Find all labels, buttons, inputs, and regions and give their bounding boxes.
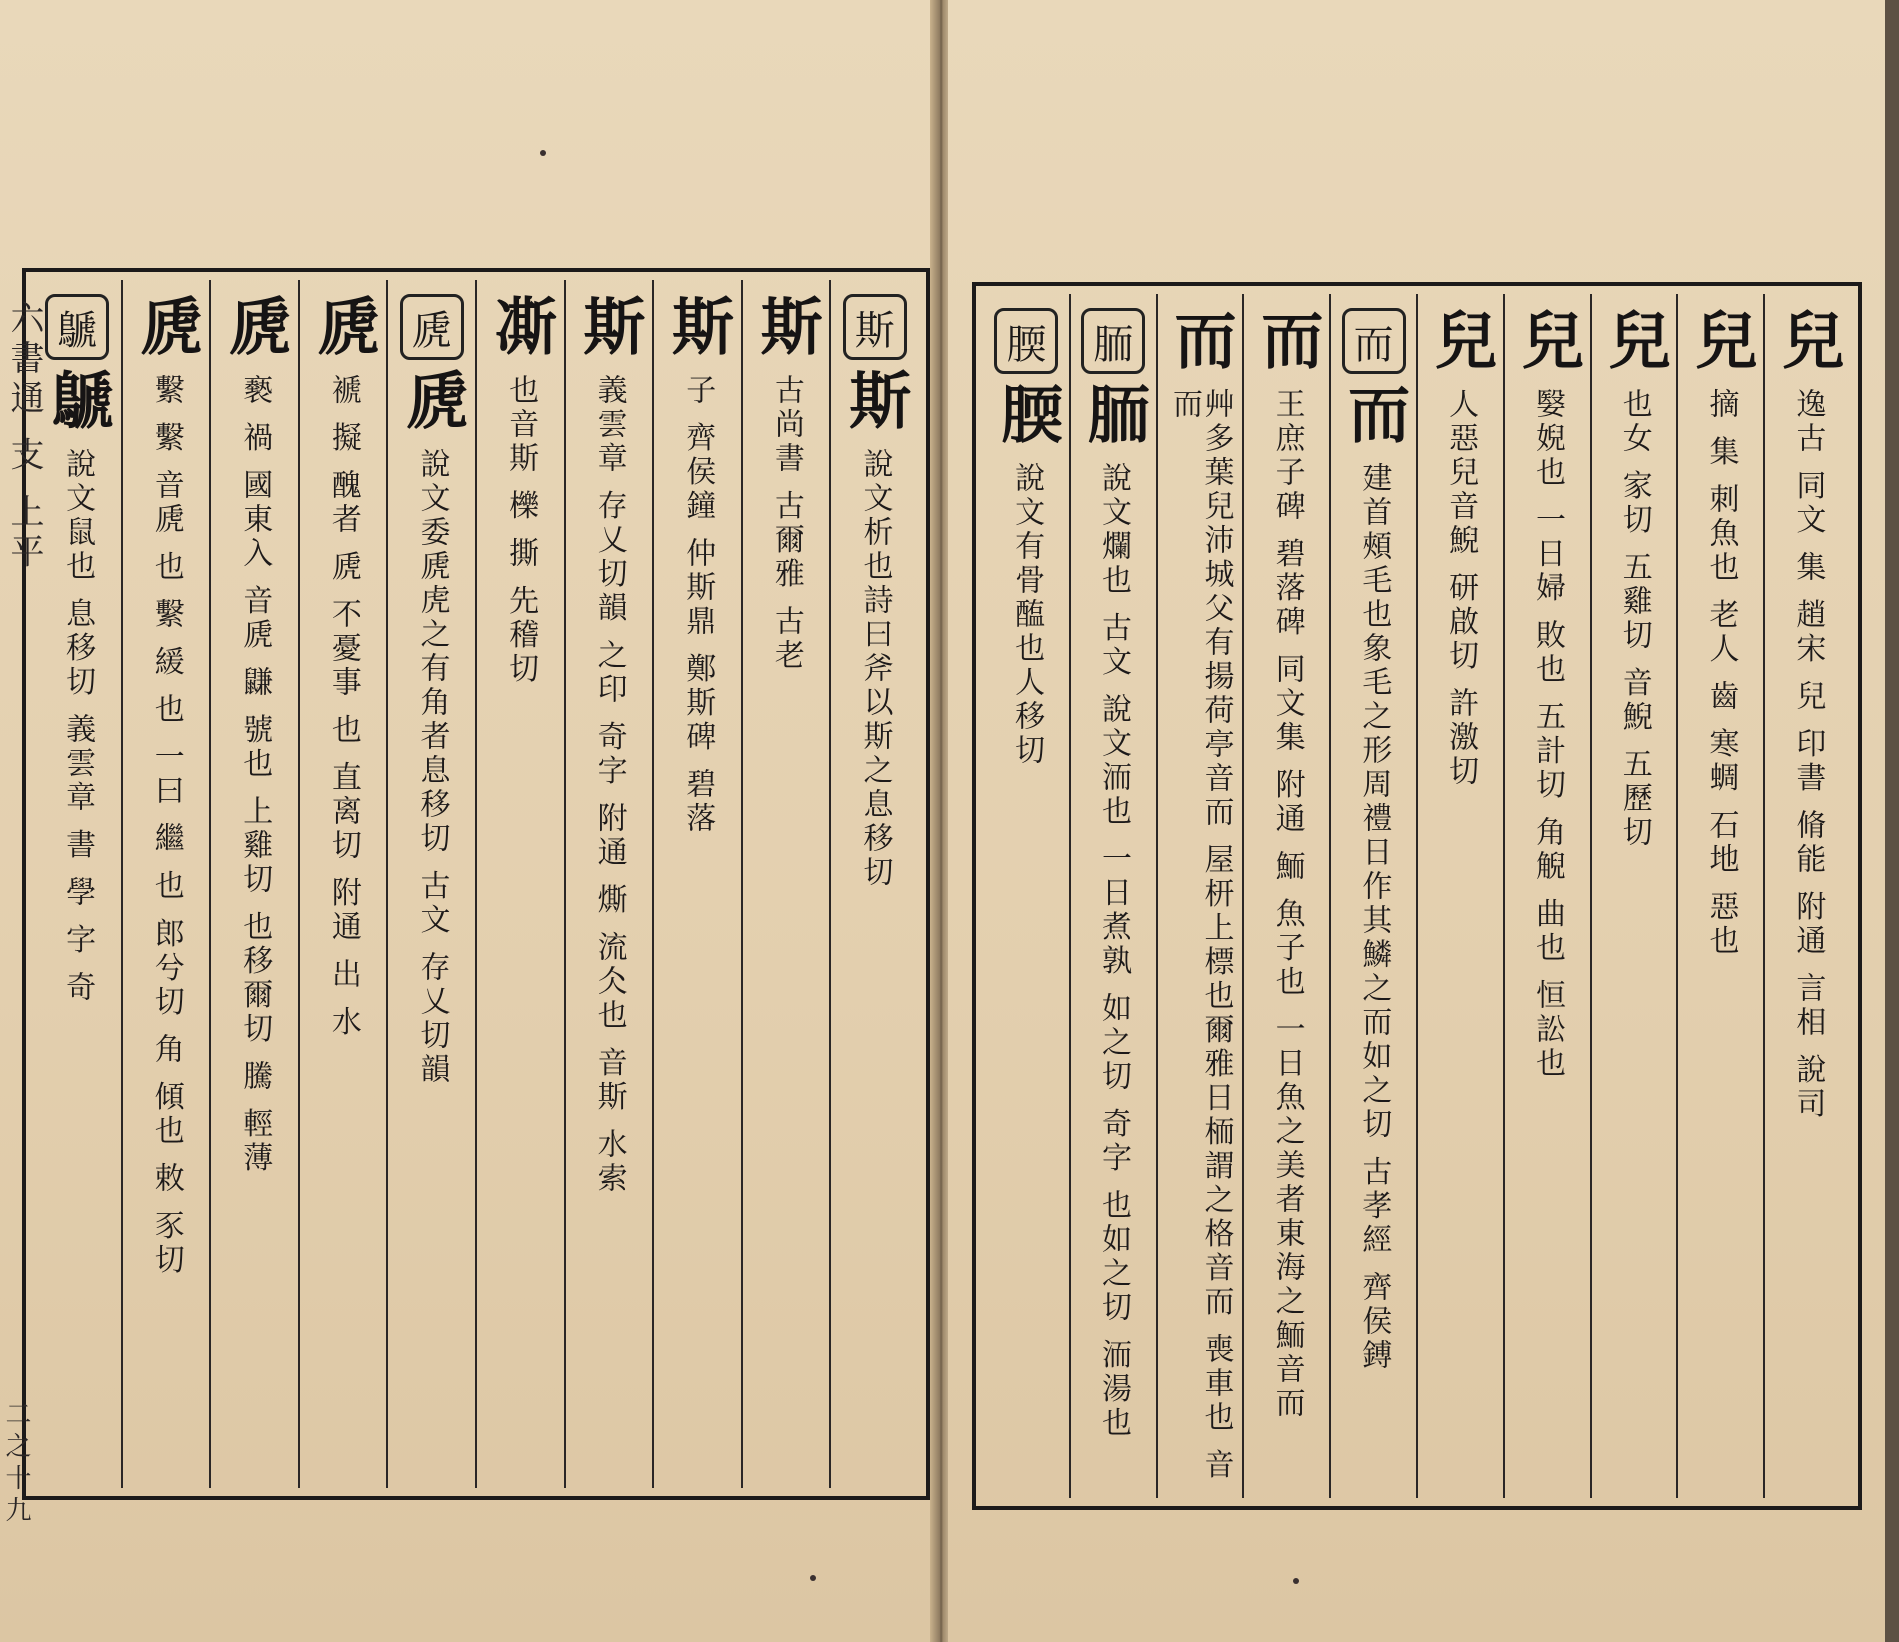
column-annotation: 艸多葉兒沛城父有揚荷亭音而 屋枅上標也爾雅日栭謂之格音而 喪車也 音而	[1167, 388, 1234, 1483]
folio-number: 二之十九	[1, 1400, 31, 1528]
seal-script-glyph: 虒	[395, 368, 469, 440]
right-page	[948, 0, 1899, 1642]
column-annotation: 說文析也詩曰斧以斯之息移切	[857, 448, 893, 890]
column-annotation: 繫 繫 音虒 也 繫 緩 也 一曰 繼 也 郎兮切 角 傾也 敕 豕切	[148, 374, 184, 1278]
text-column	[1156, 294, 1243, 1498]
text-column	[1242, 294, 1329, 1498]
seal-script-glyph: 凘	[484, 294, 558, 366]
column-annotation: 嫛婗也 一日婦 敗也 五計切 角觬 曲也 恒訟也	[1529, 388, 1565, 1082]
column-annotation: 摘 集 刺魚也 老人 齒 寒蜩 石地 惡也	[1703, 388, 1739, 959]
column-annotation: 也音斯 櫟 撕 先稽切	[503, 374, 539, 687]
entry-head-character: 虒	[400, 294, 464, 360]
seal-script-glyph: 斯	[572, 294, 646, 366]
seal-script-glyph: 兒	[1424, 308, 1498, 380]
text-column	[1590, 294, 1677, 1498]
column-annotation: 人惡兒音鯢 研啟切 許激切	[1443, 388, 1479, 790]
entry-head-character: 胹	[1081, 308, 1145, 374]
seal-script-glyph: 虒	[218, 294, 292, 366]
page-edge	[1885, 0, 1899, 1642]
column-annotation: 義雲章 存乂切韻 之印 奇字 附通 燍 流仌也 音斯 水索	[591, 374, 627, 1197]
text-column	[121, 280, 210, 1488]
column-annotation: 子 齊侯鐘 仲斯鼎 鄭斯碑 碧落	[680, 374, 716, 837]
left-margin-title: 六書通 支 上平	[4, 300, 44, 574]
paper-speck	[810, 1575, 816, 1581]
seal-script-glyph: 斯	[750, 294, 824, 366]
column-annotation: 說文委虒虎之有角者息移切 古文 存乂切韻	[414, 448, 450, 1088]
seal-script-glyph: 鷈	[41, 368, 115, 440]
column-annotation: 褻 禍 國東入 音虒 鼸 號也 上雞切 也移爾切 騰 輕薄	[237, 374, 273, 1176]
entry-head-character: 鷈	[45, 294, 109, 360]
seal-script-glyph: 胹	[1077, 382, 1151, 454]
column-annotation: 建首頰毛也象毛之形周禮日作其鱗之而如之切 古孝經 齊侯鎛	[1356, 462, 1392, 1374]
text-column	[298, 280, 387, 1488]
entry-head-character: 腝	[994, 308, 1058, 374]
seal-script-glyph: 而	[1250, 308, 1324, 380]
seal-script-glyph: 兒	[1511, 308, 1585, 380]
seal-script-glyph: 斯	[661, 294, 735, 366]
text-column	[1329, 294, 1416, 1498]
text-column	[1676, 294, 1763, 1498]
text-column	[1416, 294, 1503, 1498]
column-annotation: 古尚書 古爾雅 古老	[768, 374, 804, 674]
right-columns	[984, 294, 1850, 1498]
text-column	[1763, 294, 1850, 1498]
seal-script-glyph: 腝	[990, 382, 1064, 454]
seal-script-glyph: 兒	[1598, 308, 1671, 380]
left-page	[0, 0, 940, 1642]
seal-script-glyph: 兒	[1771, 308, 1845, 380]
text-column	[475, 280, 564, 1488]
column-annotation: 說文有骨醢也人移切	[1009, 462, 1045, 768]
text-column	[652, 280, 741, 1488]
entry-head-character: 斯	[843, 294, 907, 360]
column-annotation: 逸古 同文 集 趙宋 兒 印書 脩能 附通 言相 說司	[1790, 388, 1826, 1122]
right-page-frame	[972, 282, 1862, 1510]
column-annotation: 說文爛也 古文 說文洏也 一日煮孰 如之切 奇字 也如之切 洏湯也	[1095, 462, 1131, 1441]
column-annotation: 說文鼠也 息移切 義雲章 書 學 字 奇	[60, 448, 96, 1006]
seal-script-glyph: 兒	[1684, 308, 1758, 380]
text-column	[1069, 294, 1156, 1498]
text-column	[1503, 294, 1590, 1498]
seal-script-glyph: 虒	[307, 294, 381, 366]
paper-speck	[540, 150, 546, 156]
left-columns	[34, 280, 918, 1488]
column-annotation: 褫 擬 醜者 虒 不憂事 也 直离切 附通 出 水	[325, 374, 361, 1040]
left-page-frame	[22, 268, 930, 1500]
column-annotation: 也女 家切 五雞切 音鯢 五歷切	[1616, 388, 1652, 851]
text-column	[386, 280, 475, 1488]
text-column	[741, 280, 830, 1488]
paper-speck	[1293, 1578, 1299, 1584]
text-column	[209, 280, 298, 1488]
entry-head-character: 而	[1342, 308, 1406, 374]
column-annotation: 王庶子碑 碧落碑 同文集 附通 鮞 魚子也 一日魚之美者東海之鮞音而	[1269, 388, 1305, 1422]
text-column	[829, 280, 918, 1488]
seal-script-glyph: 而	[1164, 308, 1238, 380]
text-column	[984, 294, 1069, 1498]
seal-script-glyph: 虒	[129, 294, 203, 366]
seal-script-glyph: 而	[1337, 382, 1411, 454]
text-column	[564, 280, 653, 1488]
seal-script-glyph: 斯	[838, 368, 912, 440]
